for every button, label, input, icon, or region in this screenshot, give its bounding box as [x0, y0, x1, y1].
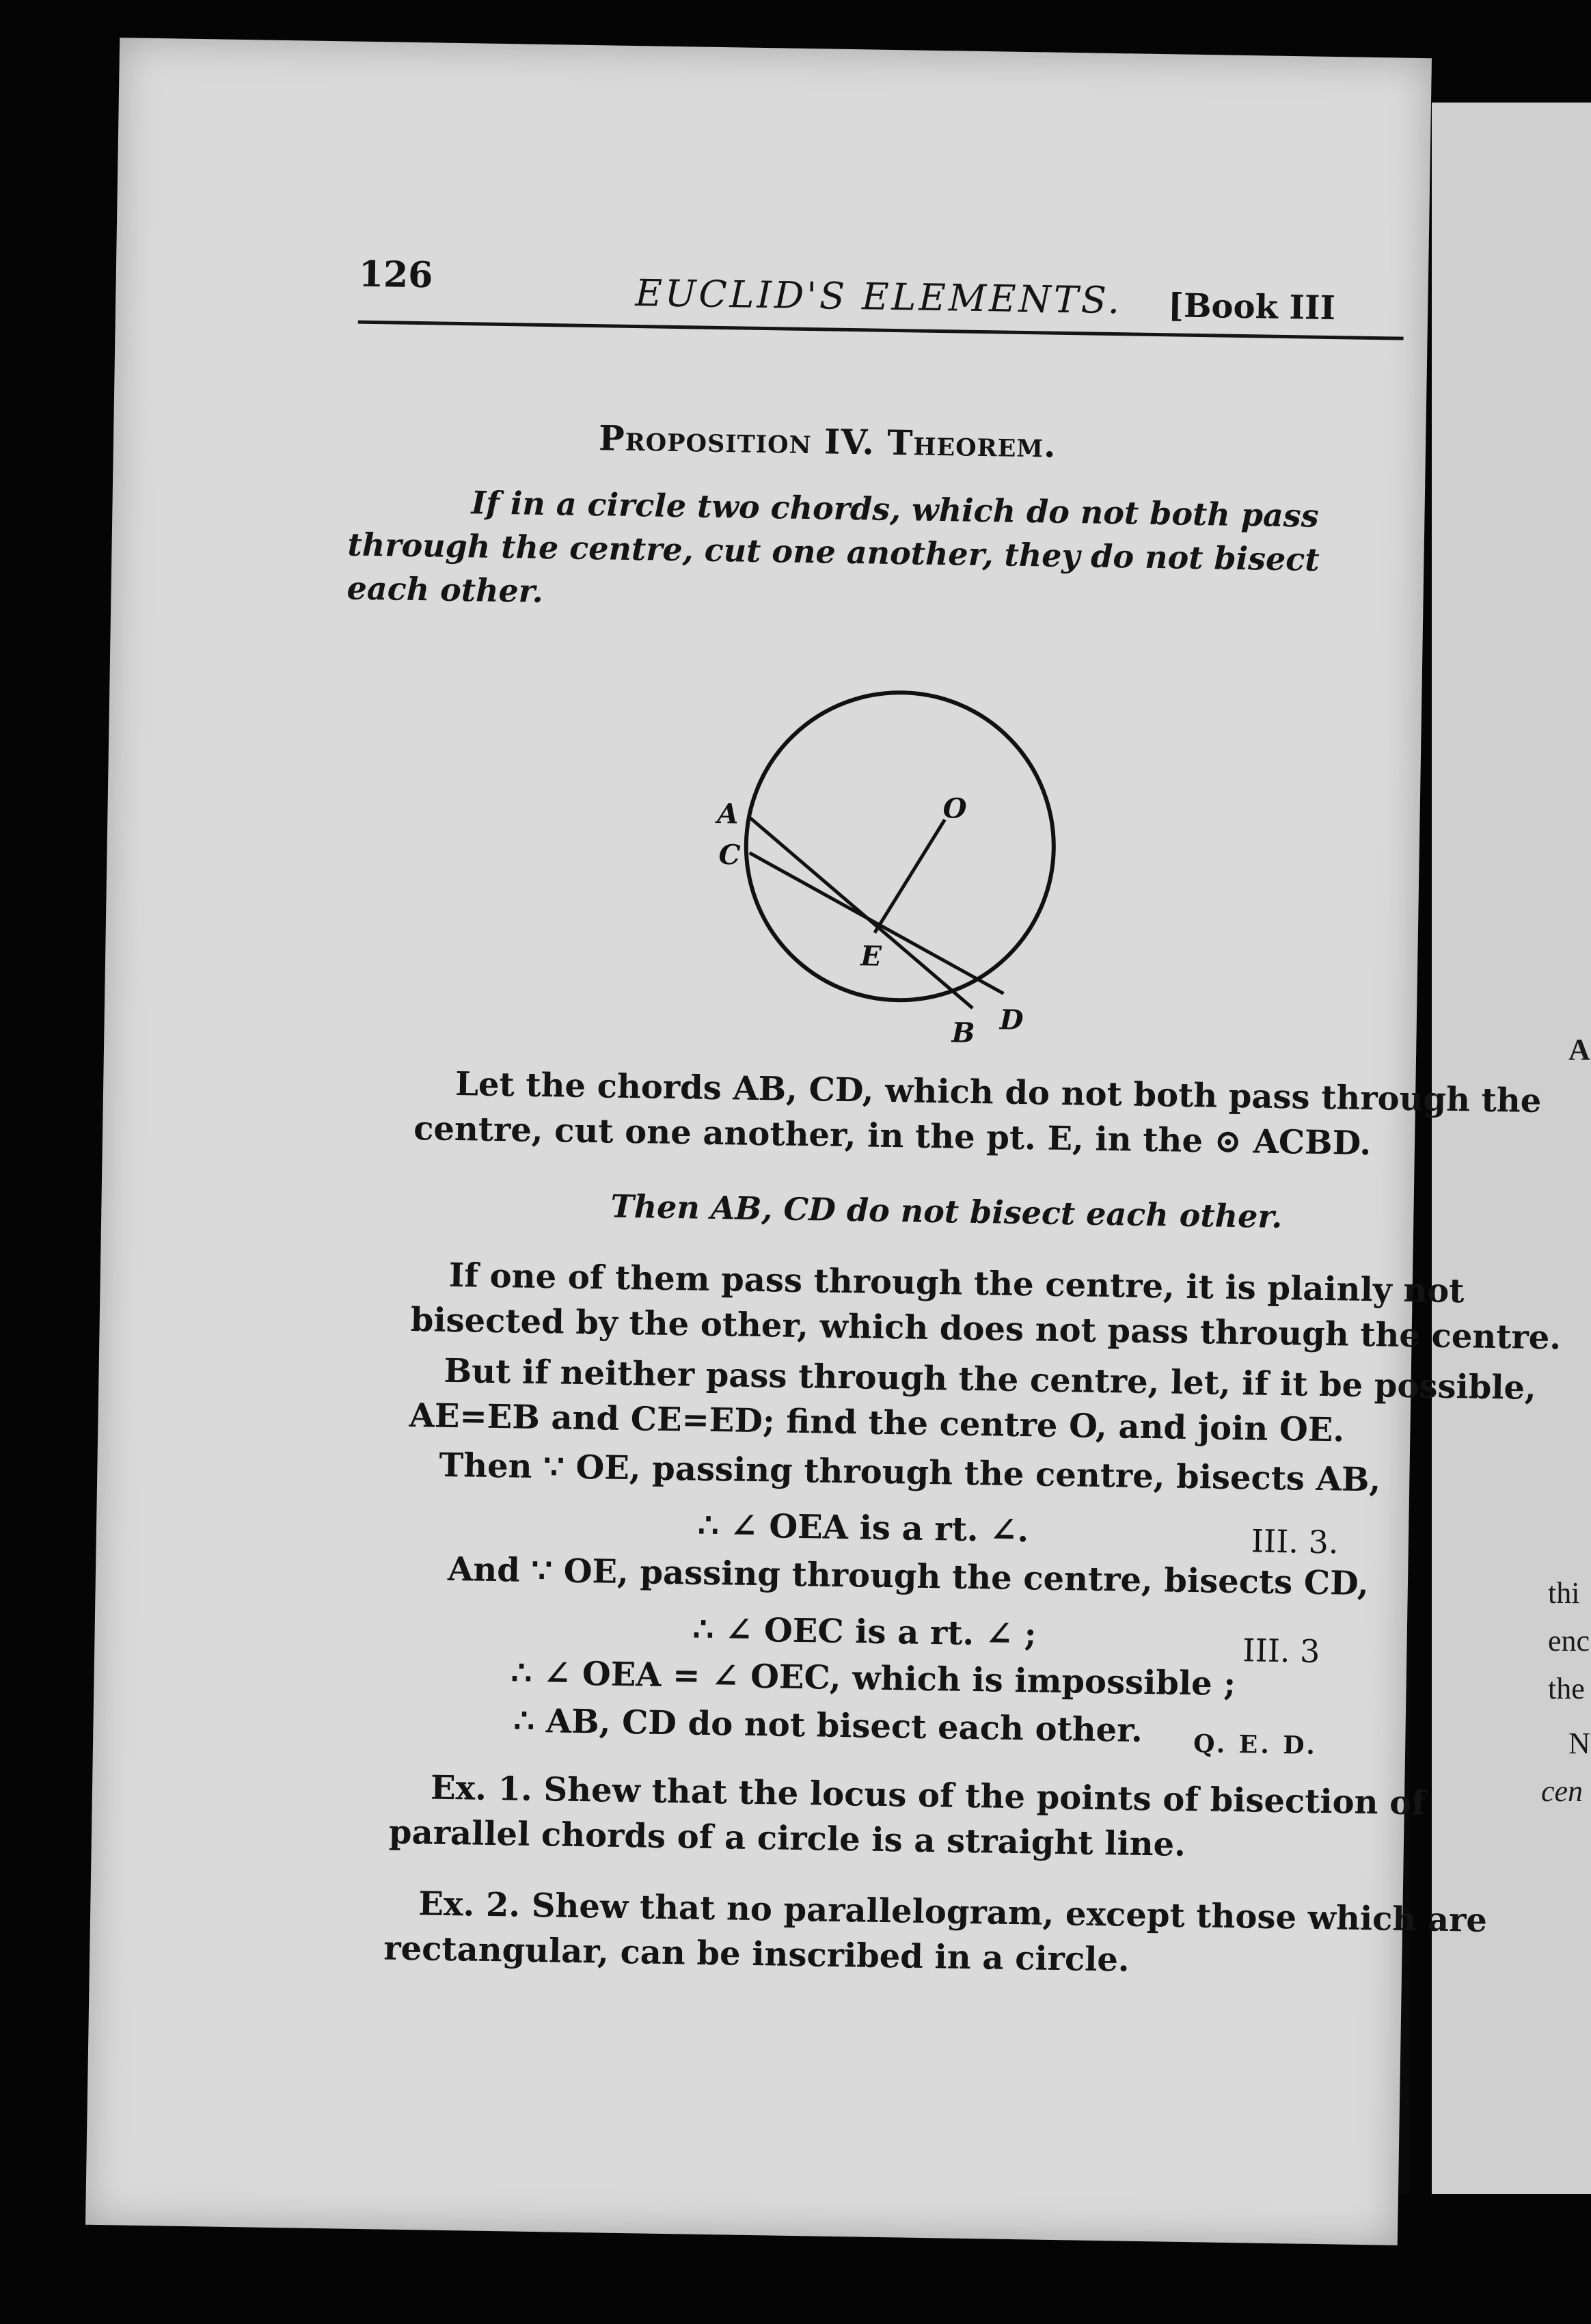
proof-step: ∴ ∠ OEA = ∠ OEC, which is impossible ; [511, 1653, 1236, 1704]
proof-step: And ∵ OE, passing through the centre, bisects CD, [447, 1550, 1370, 1604]
proof-step: ∴ ∠ OEC is a rt. ∠ ; [692, 1610, 1037, 1654]
facing-page-fragment: thi [1548, 1576, 1580, 1610]
proof-line: AE=EB and CE=ED; find the centre O, and join OE. [409, 1396, 1345, 1450]
qed-mark: Q. E. D. [1193, 1729, 1318, 1760]
proof-line: If one of them pass through the centre, it is plainly not [448, 1256, 1465, 1311]
facing-page-fragment: the [1548, 1672, 1585, 1705]
exercise-line: parallel chords of a circle is a straight line. [388, 1813, 1186, 1864]
proposition-title: Proposition IV. Theorem. [598, 418, 1057, 465]
proof-line: Let the chords AB, CD, which do not both pass through the [454, 1065, 1542, 1120]
page-number: 126 [358, 253, 433, 297]
label-d: D [999, 1003, 1024, 1037]
label-b: B [951, 1016, 975, 1049]
proof-step: ∴ ∠ OEA is a rt. ∠. [697, 1506, 1029, 1550]
proof-reference: III. 3. [1251, 1522, 1339, 1561]
label-e: E [860, 940, 882, 973]
enunciation: If in a circle two chords, which do not both pass through the centre, cut one another, they do not bisect each other. [346, 484, 1320, 610]
proof-step: Then ∵ OE, passing through the centre, bisects AB, [439, 1446, 1381, 1500]
proof-then: Then AB, CD do not bisect each other. [610, 1187, 1283, 1236]
facing-page-fragment: A [1568, 1033, 1590, 1066]
label-a: A [717, 797, 739, 830]
facing-page-edge [1432, 103, 1591, 2194]
proof-line: bisected by the other, which does not pass through the centre. [410, 1301, 1562, 1357]
facing-page-fragment: cen [1541, 1774, 1583, 1808]
exercise-line: Ex. 2. Shew that no parallelogram, except those which are [418, 1884, 1488, 1940]
running-title: EUCLID'S ELEMENTS. [634, 271, 1123, 323]
chord-cd [747, 853, 1005, 994]
exercise-line: Ex. 1. Shew that the locus of the points of bisection of [430, 1768, 1426, 1823]
label-o: O [942, 792, 967, 825]
circle [744, 690, 1056, 1003]
facing-page-fragment: enc [1548, 1624, 1590, 1658]
exercise-line: rectangular, can be inscribed in a circle. [383, 1929, 1130, 1980]
line-oe [875, 819, 945, 934]
facing-page-fragment: N [1568, 1727, 1590, 1760]
circle-diagram [630, 634, 1156, 1079]
proof-line: centre, cut one another, in the pt. E, in the ⊙ ACBD. [413, 1109, 1372, 1163]
book-page [85, 38, 1562, 2245]
book-reference: [Book III [1167, 286, 1336, 328]
chord-ab [746, 817, 975, 1008]
proof-reference: III. 3 [1242, 1632, 1320, 1670]
proof-line: But if neither pass through the centre, let, if it be possible, [444, 1351, 1537, 1407]
proof-step: ∴ AB, CD do not bisect each other. [513, 1701, 1143, 1750]
label-c: C [718, 839, 741, 871]
